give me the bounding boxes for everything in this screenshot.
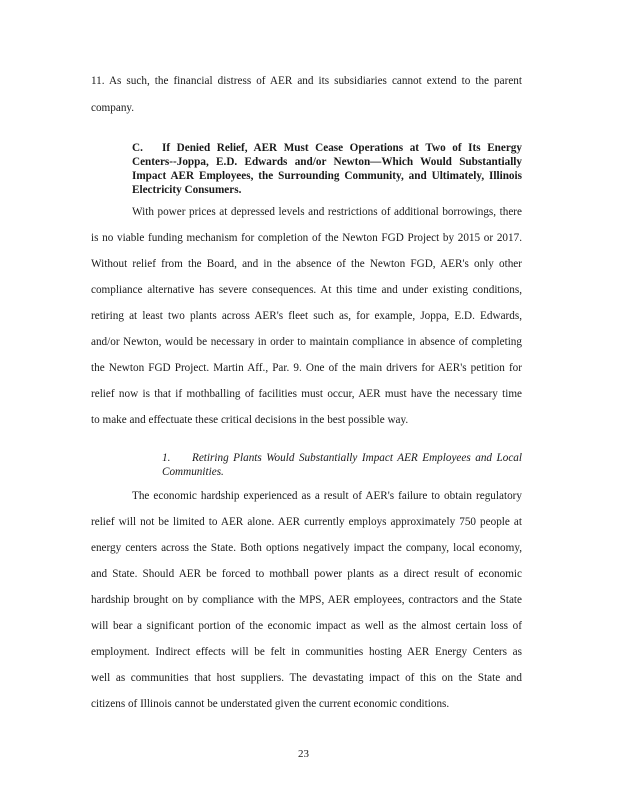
section-title: Retiring Plants Would Substantially Impact AER Employees and Local Communities. xyxy=(162,452,522,478)
paragraph-line: is no viable funding mechanism for completion of the Newton FGD Project by 2015 or 2017. xyxy=(91,232,522,244)
paragraph-line: company. xyxy=(91,102,135,114)
paragraph-line: citizens of Illinois cannot be understated given the current economic conditions. xyxy=(91,698,450,710)
paragraph-line: well as communities that host suppliers. The devastating impact of this on the State and xyxy=(91,672,522,684)
paragraph-line: the Newton FGD Project. Martin Aff., Par. 9. One of the main drivers for AER's petition for xyxy=(91,362,522,374)
paragraph-line: employment. Indirect effects will be felt in communities hosting AER Energy Centers as xyxy=(91,646,522,658)
section-label: C. xyxy=(132,142,143,154)
paragraph-line: to make and effectuate these critical decisions in the best possible way. xyxy=(91,414,409,426)
paragraph-line: The economic hardship experienced as a result of AER's failure to obtain regulatory xyxy=(132,490,522,502)
paragraph-line: With power prices at depressed levels and restrictions of additional borrowings, there xyxy=(132,206,522,218)
paragraph-line: compliance alternative has severe consequences. At this time and under existing conditions, xyxy=(91,284,522,296)
paragraph-line: relief will not be limited to AER alone. AER currently employs approximately 750 people at xyxy=(91,516,522,528)
paragraph-line: will bear a significant portion of the economic impact as well as the almost certain loss of xyxy=(91,620,522,632)
paragraph-line: Without relief from the Board, and in the absence of the Newton FGD, AER's only other xyxy=(91,258,522,270)
page-number: 23 xyxy=(298,748,309,760)
paragraph-line: relief now is that if mothballing of facilities must occur, AER must have the necessary time xyxy=(91,388,522,400)
section-heading-1 xyxy=(162,451,522,479)
paragraph-line: and State. Should AER be forced to mothball power plants as a direct result of economic xyxy=(91,568,522,580)
section-label: 1. xyxy=(162,452,171,464)
paragraph-line: energy centers across the State. Both options negatively impact the company, local economy, xyxy=(91,542,522,554)
paragraph-line: 11. As such, the financial distress of AER and its subsidiaries cannot extend to the parent xyxy=(91,75,522,87)
paragraph-line: hardship brought on by compliance with the MPS, AER employees, contractors and the State xyxy=(91,594,522,606)
section-heading-c xyxy=(132,141,522,197)
section-title: If Denied Relief, AER Must Cease Operations at Two of Its Energy Centers--Joppa, E.D. Edwards and/or Newton—Which Would Substantially Impact AER Employees, the Surrounding Community, and Ultimately, Illinois Electricity Consumers. xyxy=(132,142,522,196)
paragraph-line: retiring at least two plants across AER's fleet such as, for example, Joppa, E.D. Edwards, xyxy=(91,310,522,322)
paragraph-line: and/or Newton, would be necessary in order to maintain compliance in absence of completing xyxy=(91,336,522,348)
